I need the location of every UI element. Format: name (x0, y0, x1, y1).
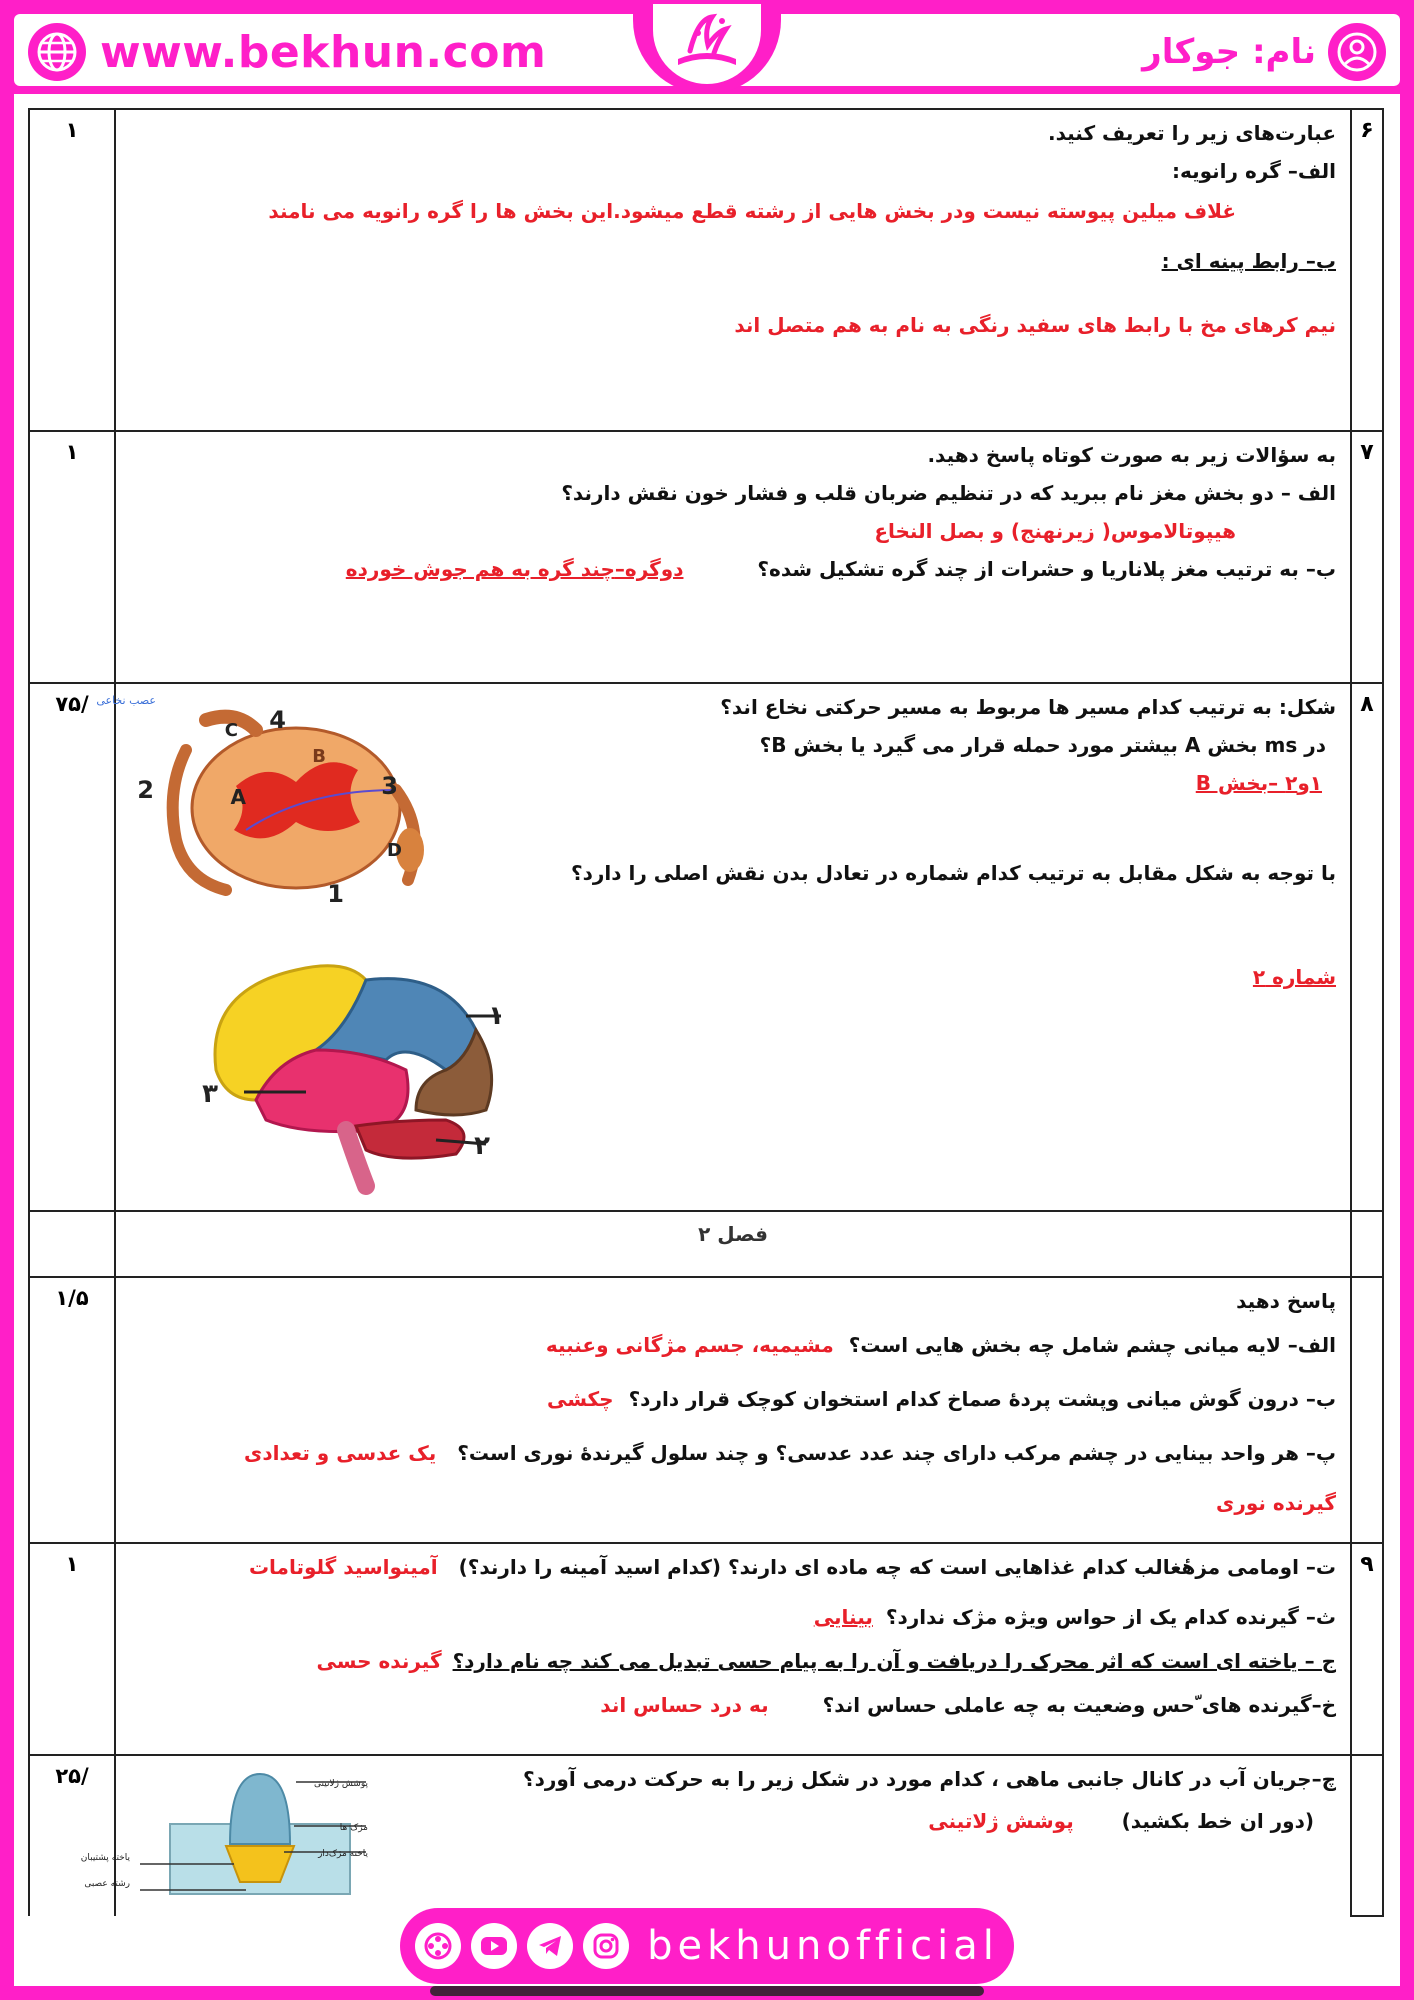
brain-label-2: ۲ (474, 1131, 490, 1161)
question-title: پاسخ دهید (1236, 1289, 1336, 1313)
question-part-d-line (130, 1690, 1336, 1720)
question-number (1351, 1755, 1383, 1916)
question-number: ۹ (1351, 1543, 1383, 1755)
footer-shadow (430, 1986, 984, 1996)
answer-c-1: یک عدسی و تعدادی (244, 1441, 437, 1465)
answer-a: غلاف میلین پیوسته نیست ودر بخش هایی از رشته قطع میشود.این بخش ها را گره رانویه می نامند (268, 199, 1236, 223)
question-7-row (29, 431, 1383, 683)
fig-label-cilia: مژک ها (339, 1823, 368, 1833)
question-11-row (29, 1755, 1383, 1916)
answer-3: شماره ۲ (1252, 965, 1336, 989)
answer-b: چکشی (546, 1387, 614, 1411)
question-part-b: ب– به ترتیب مغز پلاناریا و حشرات از چند گره تشکیل شده؟ (757, 557, 1336, 581)
spine-caption: عصب نخاعی (96, 694, 156, 707)
question-score: ۱ (29, 1543, 115, 1755)
website-url: www.bekhun.com (100, 26, 547, 78)
spine-label-c: C (224, 720, 238, 741)
spine-label-2: 2 (137, 776, 154, 804)
question-number (1351, 1277, 1383, 1543)
question-line-1: شکل: به ترتیب کدام مسیر ها مربوط به مسیر حرکتی نخاع اند؟ (720, 695, 1336, 719)
question-line-3: با توجه به شکل مقابل به ترتیب کدام شماره در تعادل بدن نقش اصلی را دارد؟ (571, 861, 1336, 885)
question-score: ۱ (29, 431, 115, 683)
brain-label-3: ۳ (202, 1079, 218, 1109)
question-part-b: ب– درون گوش میانی وپشت پردهٔ صماخ کدام استخوان کوچک قرار دارد؟ (628, 1387, 1336, 1411)
spine-label-1: 1 (327, 880, 344, 908)
question-body (96, 683, 1351, 1211)
social-handle: bekhunofficial (647, 1923, 999, 1969)
question-part-a: الف– لایه میانی چشم شامل چه بخش هایی است؟ (848, 1333, 1336, 1357)
question-part-b-line (130, 1384, 1336, 1414)
question-line-2: در ms بخش A بیشتر مورد حمله قرار می گیرد یا بخش B؟ (759, 733, 1326, 757)
question-part-a-line (130, 1552, 1336, 1582)
fig-label-cupula: پوشش ژلاتینی (314, 1779, 368, 1789)
question-body (115, 431, 1351, 683)
section-title: فصل ۲ (115, 1211, 1351, 1277)
question-body (80, 1755, 1351, 1916)
answer-b-1: دوگره– (614, 557, 684, 581)
answer: پوشش ژلاتینی (928, 1809, 1074, 1833)
question-number: ۶ (1351, 109, 1383, 431)
answer-a: هیپوتالاموس( زیرنهنج) و بصل النخاع (874, 519, 1236, 543)
youtube-icon[interactable] (471, 1923, 517, 1969)
question-part-b-line (130, 554, 1336, 584)
spine-label-d: D (387, 840, 402, 861)
answer-c: گیرنده حسی (316, 1649, 442, 1673)
name-label: نام: جوکار (1142, 32, 1316, 72)
question-score: /۲۵ (29, 1755, 115, 1916)
answer-a: آمینواسید گلوتامات (248, 1555, 438, 1579)
question-number: ۷ (1351, 431, 1383, 683)
question-number: ۸ (1351, 683, 1383, 1211)
answer-b-2: چند گره به هم جوش خورده (345, 557, 615, 581)
answer-1: ۱و۲ –بخش B (1195, 771, 1322, 795)
spine-label-3: 3 (381, 772, 398, 800)
answer-a: مشیمیه، جسم مژگانی وعنبیه (545, 1333, 834, 1357)
question-6-row (29, 109, 1383, 431)
question-part-b: ث– گیرنده کدام یک از حواس ویژه مژک ندارد؟ (885, 1605, 1336, 1629)
answer-b: بینایی (813, 1605, 873, 1629)
spinal-cord-figure (96, 690, 446, 910)
question-part-b: (دور ان خط بکشید) (1121, 1809, 1314, 1833)
lateral-line-figure (80, 1764, 430, 1904)
question-title: به سؤالات زیر به صورت کوتاه پاسخ دهید. (927, 443, 1336, 467)
brain-label-1: ۱ (488, 1001, 504, 1031)
question-body (115, 1543, 1351, 1755)
question-part-a: الف – دو بخش مغز نام ببرید که در تنظیم ضربان قلب و فشار خون نقش دارند؟ (561, 481, 1336, 505)
question-part-a: چ–جریان آب در کانال جانبی ماهی ، کدام مورد در شکل زیر را به حرکت درمی آورد؟ (523, 1767, 1336, 1791)
question-part-c-line (130, 1438, 1336, 1468)
cerebellum (356, 1120, 464, 1158)
question-title: عبارت‌های زیر را تعریف کنید. (1047, 121, 1336, 145)
telegram-icon[interactable] (527, 1923, 573, 1969)
aparat-icon[interactable] (415, 1923, 461, 1969)
question-score: /۷۵ (29, 683, 115, 1211)
question-part-d: خ–گیرنده های ّحس وضعیت به چه عاملی حساس اند؟ (822, 1693, 1336, 1717)
question-part-a: الف– گره رانویه: (1171, 159, 1336, 183)
answer-d: به درد حساس اند (600, 1693, 769, 1717)
spine-label-b: B (312, 746, 326, 767)
question-part-c: پ– هر واحد بینایی در چشم مرکب دارای چند عدد عدسی؟ و چند سلول گیرندهٔ نوری است؟ (457, 1441, 1336, 1465)
question-part-b-line (130, 1602, 1336, 1632)
question-part-b: ب– رابط پینه ای : (1161, 249, 1336, 273)
question-body (115, 109, 1351, 431)
question-part-c-line (130, 1646, 1336, 1676)
instagram-icon[interactable] (583, 1923, 629, 1969)
question-part-c: ج – یاخته ای است که اثر محرک را دریافت و آن را به پیام حسی تبدیل می کند چه نام دارد؟ (452, 1649, 1336, 1673)
question-part-a-line (130, 1330, 1336, 1360)
question-score: ۱/۵ (29, 1277, 115, 1543)
fig-label-support-cell: یاخته پشتیبان (80, 1853, 130, 1863)
question-score: ۱ (29, 109, 115, 431)
question-part-a: ت– اومامی مزهٔغالب کدام غذاهایی است که چه ماده ای دارند؟ (کدام اسید آمینه را دارند؟) (458, 1555, 1336, 1579)
question-9-row (29, 1543, 1383, 1755)
exam-table (28, 108, 1384, 1917)
brain-figure (196, 950, 526, 1190)
answer-b: نیم کرهای مخ با رابط های سفید رنگی به نام به هم متصل اند (734, 313, 1336, 337)
answer-c-2: گیرنده نوری (1216, 1491, 1336, 1515)
fig-label-hair-cell: یاخته مژک‌دار (318, 1849, 368, 1859)
question-10-row (29, 1277, 1383, 1543)
spine-label-4: 4 (269, 706, 286, 734)
social-footer[interactable] (400, 1908, 1014, 1984)
gelatinous-cupula (230, 1774, 290, 1844)
question-8-row (29, 683, 1383, 1211)
fig-label-nerve: رشته عصبی (84, 1879, 130, 1889)
spine-label-a: A (230, 785, 246, 809)
section-row (29, 1211, 1383, 1277)
question-body (115, 1277, 1351, 1543)
